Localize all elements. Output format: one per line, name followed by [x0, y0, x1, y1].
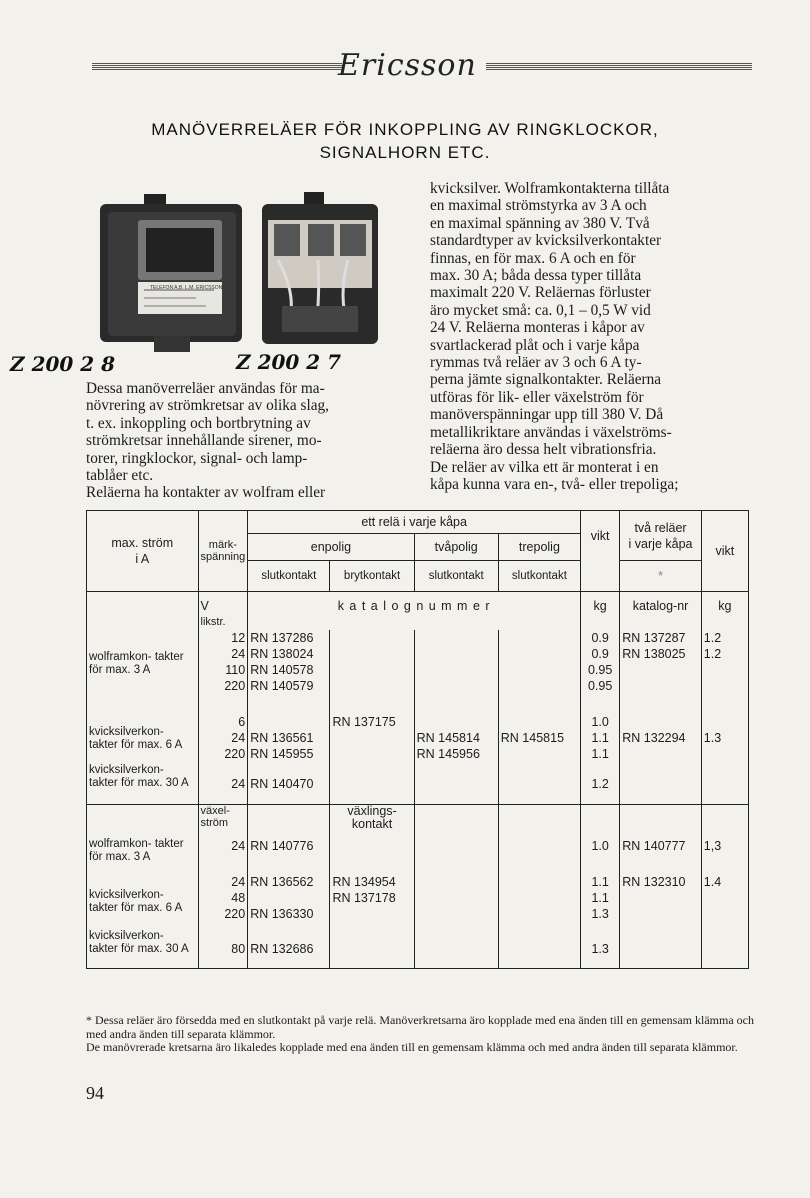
catalog-cell: RN 140777: [620, 838, 702, 874]
weight-cell: 1.2: [581, 764, 620, 804]
voltage-cell: 24: [198, 764, 248, 804]
catalog-number: RN 134954: [332, 875, 396, 889]
row-label-wolfram-3a: wolframkon- takter för max. 3 A: [87, 630, 199, 698]
ac-vaxel: växel-: [200, 804, 230, 817]
voltage-value: 6: [238, 715, 246, 729]
catalog-number: RN 138024: [250, 647, 314, 661]
unit-v: [198, 592, 248, 631]
catalog-number: RN 140579: [250, 679, 314, 693]
text-line: növrering av strömkretsar av olika slag,: [86, 397, 329, 415]
text-line: metallikriktare användas i växelströms-: [430, 423, 672, 441]
text-line: rymmas två reläer av 3 och 6 A ty-: [430, 354, 642, 372]
header-max-text: max. ström: [111, 536, 174, 550]
catalog-number: RN 136561: [250, 731, 314, 745]
catalog-number: RN 145956: [416, 747, 480, 761]
catalog-number: RN 132294: [622, 731, 686, 745]
unit-kg-2: kg: [701, 592, 748, 631]
text-line: finnas, en för max. 6 A och en för: [430, 249, 636, 267]
header-mark-text: märk-: [208, 539, 237, 551]
row-label-kvicksilver-6a: kvicksilverkon- takter för max. 6 A: [87, 714, 199, 764]
text-line: standardtyper av kvicksilverkontakter: [430, 232, 662, 250]
text-line: en maximal spänning av 380 V. Två: [430, 214, 650, 232]
voltage-cell: [198, 874, 248, 930]
weight-cell: 1,3: [701, 838, 748, 874]
weight-value: 1.2: [703, 631, 722, 645]
weight-cell: 1.3: [581, 930, 620, 968]
weight-value: 1.1: [591, 731, 609, 745]
footnote-line: * Dessa reläer äro försedda med en slutkontakt på varje relä. Manöverkretsarna äro kopplade med ena änden till en gemensam klämma och med andra änden till separata klämmor.: [86, 1013, 754, 1041]
page-title-line1: MANÖVERRELÄER FÖR INKOPPLING AV RINGKLOCKOR,: [151, 120, 659, 139]
header-tvapolig: tvåpolig: [414, 534, 498, 561]
ac-strom: ström: [200, 816, 229, 829]
text-line: strömkretsar innehållande sirener, mo-: [86, 432, 322, 450]
text-line: Reläerna ha kontakter av wolfram eller: [86, 484, 326, 502]
unit-katalog-nr: katalog-nr: [620, 592, 702, 631]
row-label-kvicksilver-6a-ac: kvicksilverkon- takter för max. 6 A: [87, 874, 199, 930]
relay-housing-open-image: [258, 186, 384, 356]
catalog-cell: [248, 714, 330, 764]
catalog-cell: [248, 874, 330, 930]
voltage-value: 220: [224, 907, 246, 921]
ac-header: [198, 804, 248, 838]
ericsson-logo: Ericsson: [338, 48, 477, 83]
weight-cell: [581, 630, 620, 698]
weight-value: 0.9: [591, 631, 609, 645]
catalog-cell: [414, 714, 498, 764]
catalog-cell: [330, 714, 414, 764]
image-number-left: Z 200 2 8: [10, 352, 116, 376]
catalog-table: [86, 510, 749, 969]
header-two-relays: [620, 511, 702, 561]
weight-cell: [581, 874, 620, 930]
catalog-cell: [498, 714, 580, 764]
row-label-wolfram-3a-ac: wolframkon- takter för max. 3 A: [87, 838, 199, 874]
text-line: kåpa kunna vara en-, två- eller trepoliga;: [430, 475, 679, 493]
page-number: 94: [86, 1083, 104, 1103]
header-a-text: i A: [135, 552, 150, 566]
catalog-cell: RN 140470: [248, 764, 330, 804]
text-line: perna jämte signalkontakter. Reläerna: [430, 371, 662, 389]
header-one-relay: ett relä i varje kåpa: [248, 511, 581, 534]
empty-cell: [581, 561, 620, 592]
text-line: maximalt 220 V. Reläernas förluster: [430, 284, 651, 302]
text-line: svartlackerad plåt och i varje kåpa: [430, 336, 640, 354]
voltage-value: 220: [224, 679, 246, 693]
vaxlings-text: växlings-: [347, 803, 397, 818]
catalog-number: RN 145815: [500, 731, 565, 745]
voltage-value: 48: [231, 891, 246, 905]
catalog-number: RN 137175: [332, 715, 396, 729]
vaxlingskontakt-header: [330, 804, 414, 838]
catalog-cell: RN 140776: [248, 838, 330, 874]
catalog-cell: [330, 874, 414, 930]
footnote: [86, 1014, 754, 1055]
text-line: t. ex. inkoppling och bortbrytning av: [86, 414, 311, 432]
header-voltage: [198, 511, 248, 592]
catalog-number: RN 136562: [250, 875, 314, 889]
header-rule-left: [92, 62, 342, 70]
weight-value: 1.2: [703, 647, 722, 661]
catalog-number: RN 136330: [250, 907, 314, 921]
catalog-number: RN 138025: [622, 647, 686, 661]
text-line: tablåer etc.: [86, 467, 154, 485]
header-vikt2: vikt: [701, 511, 748, 592]
weight-cell: 1.0: [581, 838, 620, 874]
weight-value: 1.0: [591, 715, 609, 729]
row-label-kvicksilver-30a-ac: kvicksilverkon- takter för max. 30 A: [87, 930, 199, 968]
header-trepolig: trepolig: [498, 534, 580, 561]
weight-value: 1.1: [591, 875, 609, 889]
device-nameplate: TELEFON A.B. L.M. ERICSSON: [150, 285, 223, 291]
weight-value: 0.95: [587, 679, 613, 693]
header-brytkontakt: brytkontakt: [330, 561, 414, 592]
empty-cell: [87, 592, 199, 631]
header-vikt: vikt: [581, 511, 620, 561]
weight-value: 0.95: [587, 663, 613, 677]
catalog-number: [250, 714, 327, 730]
text-line: De reläer av vilka ett är monterat i en: [430, 458, 659, 476]
unit-v-text: V: [200, 599, 209, 613]
header-slutkontakt-3: slutkontakt: [498, 561, 580, 592]
voltage-cell: 80: [198, 930, 248, 968]
text-line: Dessa manöverreläer användas för ma-: [86, 380, 325, 397]
image-number-right: Z 200 2 7: [236, 350, 342, 374]
empty-cell: [414, 630, 498, 698]
catalog-cell: [620, 630, 702, 698]
catalog-cell: RN 132310: [620, 874, 702, 930]
weight-cell: [701, 714, 748, 764]
weight-value: 1.3: [703, 731, 722, 745]
voltage-value: 24: [231, 647, 246, 661]
voltage-value: 24: [231, 875, 246, 889]
catalog-number: RN 137287: [622, 631, 686, 645]
weight-value: 0.9: [591, 647, 609, 661]
left-text-column: [86, 380, 392, 502]
catalog-number: RN 145814: [416, 731, 480, 745]
text-line: utföras för lik- eller växelström för: [430, 388, 644, 406]
relay-housing-closed-image: [96, 186, 246, 356]
unit-kg: kg: [581, 592, 620, 631]
catalog-number: RN 137286: [250, 631, 314, 645]
catalog-cell: [248, 630, 330, 698]
header-two-text2: i varje kåpa: [628, 536, 693, 551]
weight-value: 1.1: [591, 891, 609, 905]
catalog-number: RN 145955: [250, 747, 314, 761]
header-star: *: [620, 561, 702, 592]
header-spanning-text: spänning: [200, 551, 246, 563]
voltage-cell: [198, 630, 248, 698]
text-line: en maximal strömstyrka av 3 A och: [430, 197, 647, 215]
voltage-value: 12: [231, 631, 246, 645]
header-slutkontakt-2: slutkontakt: [414, 561, 498, 592]
kontakt-text: kontakt: [351, 816, 393, 831]
voltage-value: 220: [224, 747, 246, 761]
weight-value: 1.1: [591, 747, 609, 761]
empty-cell: [330, 630, 414, 698]
text-line: torer, ringklockor, signal- och lamp-: [86, 449, 308, 467]
text-line: 24 V. Reläerna monteras i kåpor av: [430, 319, 645, 337]
voltage-cell: 24: [198, 838, 248, 874]
text-line: manöverspänningar upp till 380 V. Då: [430, 406, 664, 424]
footnote-line: De manövrerade kretsarna äro likaledes kopplade med ena änden till en gemensam klämma och med andra änden till separata klämmor.: [86, 1040, 738, 1054]
catalog-number: RN 140578: [250, 663, 314, 677]
empty-cell: [498, 630, 580, 698]
voltage-cell: [198, 714, 248, 764]
row-label-kvicksilver-30a: kvicksilverkon- takter för max. 30 A: [87, 764, 199, 804]
page-title-line2: SIGNALHORN ETC.: [319, 143, 491, 162]
unit-likstr: likstr.: [200, 616, 226, 628]
right-text-column: [430, 180, 754, 493]
text-line: reläerna äro dessa helt vibrationsfria.: [430, 441, 657, 459]
catalog-number: [250, 890, 327, 906]
weight-cell: [701, 630, 748, 698]
weight-cell: [581, 714, 620, 764]
header-two-text: två reläer: [634, 520, 687, 535]
text-line: äro mycket små: ca. 0,1 – 0,5 W vid: [430, 301, 651, 319]
header-max-current: [87, 511, 199, 592]
voltage-value: 110: [225, 663, 246, 677]
weight-value: 1.3: [591, 907, 609, 921]
text-line: kvicksilver. Wolframkontakterna tillåta: [430, 180, 670, 197]
weight-cell: 1.4: [701, 874, 748, 930]
catalog-cell: [620, 714, 702, 764]
header-slutkontakt: slutkontakt: [248, 561, 330, 592]
catalog-number: RN 137178: [332, 891, 396, 905]
header-rule-right: [486, 62, 752, 70]
voltage-value: 24: [231, 731, 246, 745]
header-enpolig: enpolig: [248, 534, 414, 561]
text-line: max. 30 A; båda dessa typer tillåta: [430, 267, 642, 285]
catalog-cell: RN 132686: [248, 930, 330, 968]
unit-katalognummer: k a t a l o g n u m m e r: [248, 592, 581, 631]
